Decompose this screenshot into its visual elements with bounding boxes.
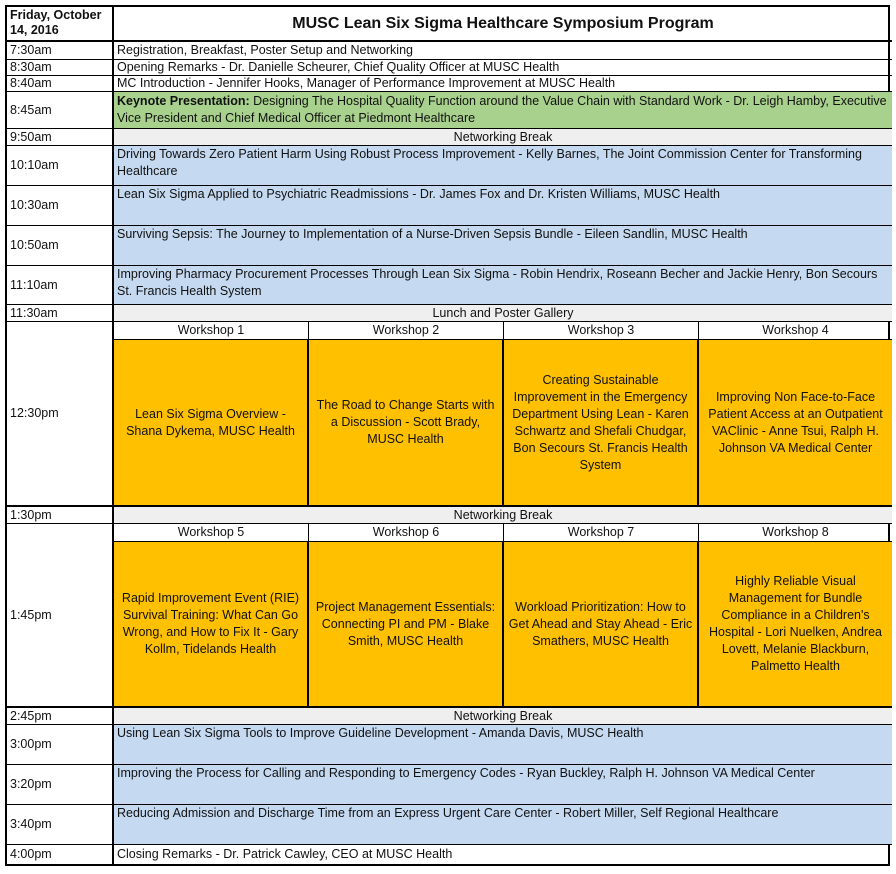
session-cell: Lean Six Sigma Applied to Psychiatric Readmissions - Dr. James Fox and Dr. Kristen Williams, MUSC Health [114, 186, 892, 226]
workshop-cell: The Road to Change Starts with a Discussion - Scott Brady, MUSC Health [309, 340, 504, 507]
time-cell: 1:30pm [7, 507, 114, 524]
schedule-date: Friday, October 14, 2016 [7, 7, 114, 42]
time-cell: 1:45pm [7, 524, 114, 708]
time-cell: 10:30am [7, 186, 114, 226]
time-cell: 2:45pm [7, 708, 114, 725]
time-cell: 8:30am [7, 60, 114, 76]
workshop-cell: Highly Reliable Visual Management for Bundle Compliance in a Children's Hospital - Lori Nuelken, Andrea Lovett, Melanie Blackburn, Palmetto Health [699, 542, 892, 708]
session-cell: Using Lean Six Sigma Tools to Improve Guideline Development - Amanda Davis, MUSC Health [114, 725, 892, 765]
workshop-header: Workshop 2 [309, 322, 504, 340]
workshop-cell: Lean Six Sigma Overview - Shana Dykema, MUSC Health [114, 340, 309, 507]
keynote-cell [114, 92, 892, 129]
session-cell: Improving the Process for Calling and Responding to Emergency Codes - Ryan Buckley, Ralph H. Johnson VA Medical Center [114, 765, 892, 805]
break-cell: Lunch and Poster Gallery [114, 305, 892, 322]
workshop-header: Workshop 7 [504, 524, 699, 542]
session-cell: Opening Remarks - Dr. Danielle Scheurer, Chief Quality Officer at MUSC Health [114, 60, 892, 76]
session-cell: Improving Pharmacy Procurement Processes Through Lean Six Sigma - Robin Hendrix, Roseann Becher and Jackie Henry, Bon Secours St. Francis Health System [114, 266, 892, 305]
program-title: MUSC Lean Six Sigma Healthcare Symposium Program [114, 7, 892, 42]
workshop-cell: Project Management Essentials: Connecting PI and PM - Blake Smith, MUSC Health [309, 542, 504, 708]
time-cell: 3:40pm [7, 805, 114, 845]
workshop-cell: Improving Non Face-to-Face Patient Access at an Outpatient VAClinic - Anne Tsui, Ralph H. Johnson VA Medical Center [699, 340, 892, 507]
break-cell: Networking Break [114, 708, 892, 725]
time-cell: 8:40am [7, 76, 114, 92]
workshop-header: Workshop 1 [114, 322, 309, 340]
time-cell: 11:10am [7, 266, 114, 305]
workshop-cell: Workload Prioritization: How to Get Ahead and Stay Ahead - Eric Smathers, MUSC Health [504, 542, 699, 708]
workshop-cell: Creating Sustainable Improvement in the Emergency Department Using Lean - Karen Schwartz and Shefali Chudgar, Bon Secours St. Francis Health System [504, 340, 699, 507]
symposium-schedule-table [5, 5, 890, 866]
session-cell: Surviving Sepsis: The Journey to Implementation of a Nurse-Driven Sepsis Bundle - Eileen Sandlin, MUSC Health [114, 226, 892, 266]
workshop-cell: Rapid Improvement Event (RIE) Survival Training: What Can Go Wrong, and How to Fix It - Gary Kollm, Tidelands Health [114, 542, 309, 708]
workshop-header: Workshop 4 [699, 322, 892, 340]
time-cell: 8:45am [7, 92, 114, 129]
time-cell: 12:30pm [7, 322, 114, 507]
workshop-header: Workshop 6 [309, 524, 504, 542]
workshop-header: Workshop 3 [504, 322, 699, 340]
time-cell: 4:00pm [7, 845, 114, 864]
session-cell: Driving Towards Zero Patient Harm Using Robust Process Improvement - Kelly Barnes, The Joint Commission Center for Transforming Healthcare [114, 146, 892, 186]
break-cell: Networking Break [114, 507, 892, 524]
time-cell: 7:30am [7, 42, 114, 60]
time-cell: 10:10am [7, 146, 114, 186]
break-cell: Networking Break [114, 129, 892, 146]
time-cell: 3:20pm [7, 765, 114, 805]
session-cell: MC Introduction - Jennifer Hooks, Manager of Performance Improvement at MUSC Health [114, 76, 892, 92]
time-cell: 11:30am [7, 305, 114, 322]
workshop-header: Workshop 8 [699, 524, 892, 542]
time-cell: 3:00pm [7, 725, 114, 765]
workshop-header: Workshop 5 [114, 524, 309, 542]
session-cell: Reducing Admission and Discharge Time from an Express Urgent Care Center - Robert Miller, Self Regional Healthcare [114, 805, 892, 845]
session-cell: Closing Remarks - Dr. Patrick Cawley, CEO at MUSC Health [117, 847, 453, 861]
session-cell: Registration, Breakfast, Poster Setup and Networking [114, 42, 892, 60]
time-cell: 10:50am [7, 226, 114, 266]
keynote-label: Keynote Presentation: [117, 94, 250, 108]
keynote-text: Designing The Hospital Quality Function around the Value Chain with Standard Work - Dr. Leigh Hamby, Executive Vice President and Chief Medical Officer at Piedmont Healthcare [117, 94, 887, 125]
time-cell: 9:50am [7, 129, 114, 146]
